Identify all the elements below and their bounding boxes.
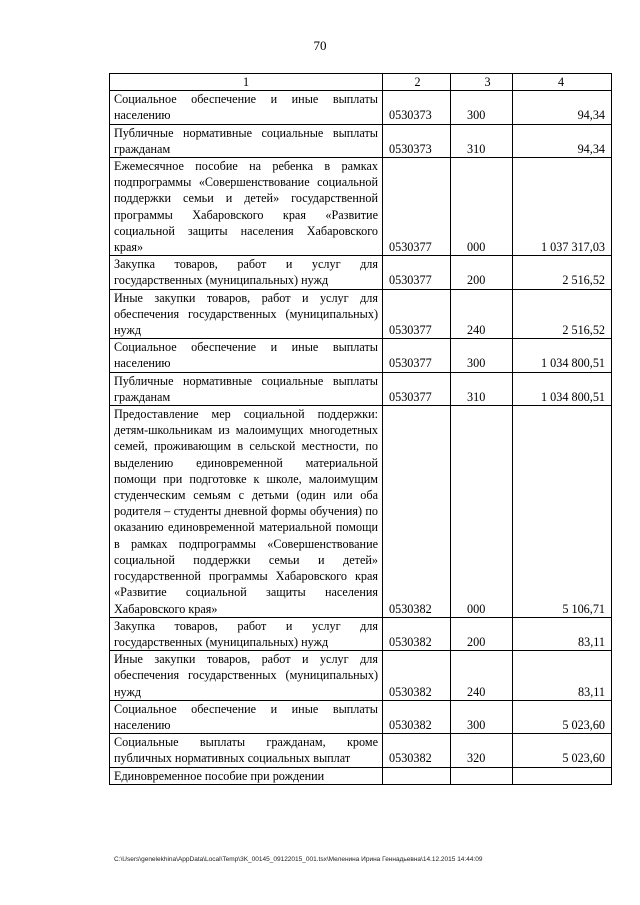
row-amount-cell: 2 516,52 [513, 289, 612, 339]
row-type-cell: 000 [451, 406, 513, 618]
row-amount-cell: 2 516,52 [513, 256, 612, 289]
row-code-cell: 0530382 [383, 617, 451, 650]
table-row [110, 767, 612, 784]
table-row [110, 372, 612, 405]
row-amount-cell: 5 023,60 [513, 700, 612, 733]
row-name-cell: Закупка товаров, работ и услуг для государственных (муниципальных) нужд [110, 617, 383, 650]
header-col-3: 3 [451, 74, 513, 91]
row-amount-cell: 83,11 [513, 617, 612, 650]
row-code-cell: 0530373 [383, 124, 451, 157]
table-row [110, 124, 612, 157]
row-name-cell: Иные закупки товаров, работ и услуг для обеспечения государственных (муниципальных) нужд [110, 651, 383, 701]
budget-table [109, 73, 612, 785]
row-code-cell: 0530377 [383, 158, 451, 256]
row-type-cell: 300 [451, 339, 513, 372]
row-type-cell: 300 [451, 91, 513, 124]
table-row [110, 256, 612, 289]
row-name-cell: Закупка товаров, работ и услуг для государственных (муниципальных) нужд [110, 256, 383, 289]
table-header-row [110, 74, 612, 91]
row-code-cell: 0530377 [383, 256, 451, 289]
row-amount-cell: 5 023,60 [513, 734, 612, 767]
page-number: 70 [313, 38, 327, 53]
row-name-cell: Публичные нормативные социальные выплаты гражданам [110, 124, 383, 157]
table-row [110, 406, 612, 618]
table-row [110, 617, 612, 650]
row-name-cell: Публичные нормативные социальные выплаты гражданам [110, 372, 383, 405]
table-row [110, 651, 612, 701]
row-name-cell: Социальное обеспечение и иные выплаты населению [110, 91, 383, 124]
row-amount-cell: 5 106,71 [513, 406, 612, 618]
row-type-cell: 310 [451, 372, 513, 405]
row-name-cell: Иные закупки товаров, работ и услуг для обеспечения государственных (муниципальных) нужд [110, 289, 383, 339]
header-col-1: 1 [110, 74, 383, 91]
row-code-cell: 0530382 [383, 734, 451, 767]
row-amount-cell: 94,34 [513, 124, 612, 157]
row-code-cell: 0530382 [383, 406, 451, 618]
row-name-cell: Единовременное пособие при рождении [110, 767, 383, 784]
table-row [110, 91, 612, 124]
header-col-2: 2 [383, 74, 451, 91]
row-amount-cell: 83,11 [513, 651, 612, 701]
table-row [110, 339, 612, 372]
row-code-cell: 0530377 [383, 372, 451, 405]
row-amount-cell: 1 034 800,51 [513, 339, 612, 372]
row-name-cell: Социальное обеспечение и иные выплаты населению [110, 339, 383, 372]
row-code-cell: 0530382 [383, 700, 451, 733]
row-type-cell: 310 [451, 124, 513, 157]
table-row [110, 289, 612, 339]
row-type-cell: 320 [451, 734, 513, 767]
row-code-cell: 0530377 [383, 339, 451, 372]
row-name-cell: Ежемесячное пособие на ребенка в рамках подпрограммы «Совершенствование социальной поддержки семьи и детей» государственной программы Хабаровского края «Развитие социальной защиты населения Хабаровского края» [110, 158, 383, 256]
header-col-4: 4 [513, 74, 612, 91]
row-amount-cell [513, 767, 612, 784]
row-code-cell: 0530382 [383, 651, 451, 701]
row-type-cell [451, 767, 513, 784]
row-amount-cell: 94,34 [513, 91, 612, 124]
row-name-cell: Социальное обеспечение и иные выплаты населению [110, 700, 383, 733]
row-type-cell: 200 [451, 617, 513, 650]
row-amount-cell: 1 037 317,03 [513, 158, 612, 256]
row-type-cell: 000 [451, 158, 513, 256]
row-type-cell: 240 [451, 289, 513, 339]
row-type-cell: 240 [451, 651, 513, 701]
row-code-cell [383, 767, 451, 784]
row-type-cell: 300 [451, 700, 513, 733]
footer-file-path: C:\Users\genelekhina\AppData\Local\Temp\3K_00145_09122015_001.tsx\Меленина Ирина Геннадьевна\14.12.2015 14:44:09 [114, 856, 483, 863]
row-name-cell: Предоставление мер социальной поддержки: детям-школьникам из малоимущих многодетных семей, проживающим в сельской местности, по выделению единовременной материальной помощи при подготовке к школе, малоимущим студенческим семьям с детьми (один или оба родителя – студенты дневной формы обучения) по оказанию единовременной материальной помощи в рамках подпрограммы «Совершенствование социальной поддержки семьи и детей» государственной программы Хабаровского края «Развитие социальной защиты населения Хабаровского края» [110, 406, 383, 618]
row-code-cell: 0530377 [383, 289, 451, 339]
table-row [110, 734, 612, 767]
table-row [110, 700, 612, 733]
table-row [110, 158, 612, 256]
row-code-cell: 0530373 [383, 91, 451, 124]
row-name-cell: Социальные выплаты гражданам, кроме публичных нормативных социальных выплат [110, 734, 383, 767]
row-amount-cell: 1 034 800,51 [513, 372, 612, 405]
row-type-cell: 200 [451, 256, 513, 289]
